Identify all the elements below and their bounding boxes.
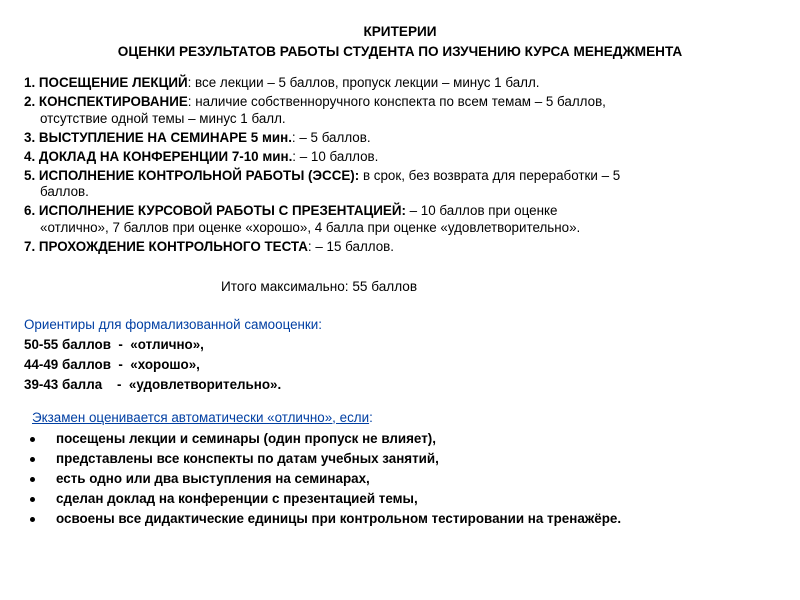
list-item	[24, 430, 784, 448]
list-item	[24, 470, 784, 488]
self-assessment-heading: Ориентиры для формализованной самооценки:	[24, 316, 322, 332]
list-item	[24, 490, 784, 508]
grade-range-excellent: 50-55 баллов - «отлично»,	[24, 336, 204, 352]
criterion-3	[24, 130, 784, 147]
criterion-description: в срок, без возврата для переработки – 5	[359, 167, 621, 183]
criterion-description: : наличие собственноручного конспекта по всем темам – 5 баллов,	[187, 94, 606, 109]
criterion-name: ДОКЛАД НА КОНФЕРЕНЦИИ 7-10 мин.	[38, 148, 293, 164]
criterion-name: ВЫСТУПЛЕНИЕ НА СЕМИНАРЕ 5 мин.	[38, 129, 292, 145]
criterion-number: 3.	[24, 129, 36, 145]
criterion-4	[24, 149, 784, 166]
list-item-text: представлены все конспекты по датам учебных занятий,	[56, 450, 439, 466]
bullet-icon	[30, 477, 35, 482]
criterion-5	[24, 168, 784, 201]
total-maximum: Итого максимально: 55 баллов	[221, 278, 418, 294]
grade-range-good: 44-49 баллов - «хорошо»,	[24, 356, 200, 372]
criterion-number: 6.	[24, 203, 36, 218]
criterion-name: КОНСПЕКТИРОВАНИЕ	[38, 94, 188, 109]
criterion-continuation: баллов.	[40, 184, 89, 199]
criterion-description: : – 15 баллов.	[307, 238, 395, 254]
criterion-6	[24, 203, 784, 236]
exam-heading-colon: :	[369, 409, 373, 425]
exam-conditions-list	[24, 430, 784, 528]
document-page	[24, 22, 784, 530]
exam-heading-text: Экзамен оценивается автоматически «отлично», если	[32, 409, 370, 425]
criterion-name: ИСПОЛНЕНИЕ КОНТРОЛЬНОЙ РАБОТЫ (ЭССЕ):	[38, 167, 360, 183]
criterion-number: 2.	[24, 94, 36, 109]
criterion-number: 5.	[24, 167, 36, 183]
criterion-description: : – 10 баллов.	[292, 148, 379, 164]
bullet-icon	[30, 437, 35, 442]
criterion-number: 4.	[24, 148, 36, 164]
list-item-text: есть одно или два выступления на семинарах,	[56, 470, 370, 486]
bullet-icon	[30, 497, 35, 502]
list-item-text: посещены лекции и семинары (один пропуск не влияет),	[56, 430, 436, 446]
criterion-7	[24, 239, 784, 256]
criterion-1	[24, 75, 784, 92]
criterion-name: ПОСЕЩЕНИЕ ЛЕКЦИЙ	[38, 75, 188, 90]
list-item	[24, 510, 784, 528]
criteria-list	[24, 75, 784, 255]
document-title	[24, 22, 776, 62]
bullet-icon	[30, 457, 35, 462]
criterion-description: : – 5 баллов.	[291, 129, 371, 145]
criterion-continuation: отсутствие одной темы – минус 1 балл.	[40, 110, 286, 126]
criterion-name: ИСПОЛНЕНИЕ КУРСОВОЙ РАБОТЫ С ПРЕЗЕНТАЦИЕЙ:	[38, 203, 406, 218]
criterion-name: ПРОХОЖДЕНИЕ КОНТРОЛЬНОГО ТЕСТА	[38, 238, 308, 254]
criterion-number: 7.	[24, 238, 36, 254]
criterion-number: 1.	[24, 75, 36, 90]
criterion-2	[24, 94, 784, 127]
title-line-2: ОЦЕНКИ РЕЗУЛЬТАТОВ РАБОТЫ СТУДЕНТА ПО ИЗУЧЕНИЮ КУРСА МЕНЕДЖМЕНТА	[117, 44, 683, 59]
exam-heading	[24, 409, 784, 427]
list-item-text: освоены все дидактические единицы при контрольном тестировании на тренажёре.	[56, 510, 622, 526]
title-line-1: КРИТЕРИИ	[363, 24, 437, 39]
criterion-description: – 10 баллов при оценке	[405, 203, 558, 218]
bullet-icon	[30, 517, 35, 522]
list-item	[24, 450, 784, 468]
grade-range-satisfactory: 39-43 балла - «удовлетворительно».	[24, 376, 282, 392]
criterion-description: : все лекции – 5 баллов, пропуск лекции – минус 1 балл.	[187, 75, 540, 90]
list-item-text: сделан доклад на конференции с презентацией темы,	[56, 490, 418, 506]
self-assessment-list	[24, 336, 784, 394]
criterion-continuation: «отлично», 7 баллов при оценке «хорошо», 4 балла при оценке «удовлетворительно».	[40, 219, 581, 235]
